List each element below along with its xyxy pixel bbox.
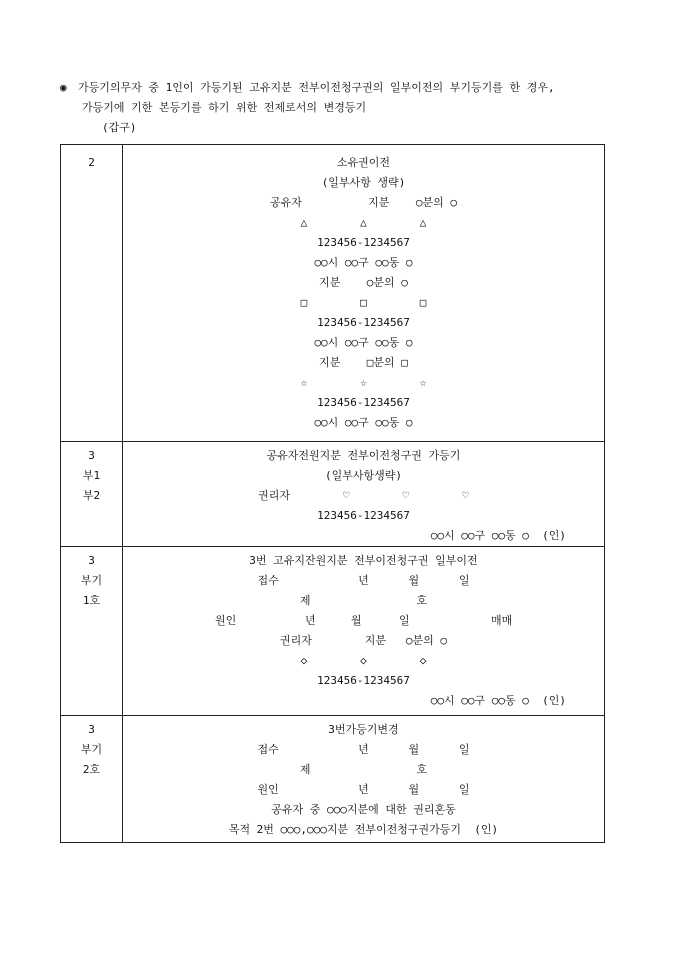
heading-line-2: 가등기에 기한 본등기를 하기 위한 전제로서의 변경등기	[82, 101, 367, 114]
rank-sub: 부1	[82, 469, 101, 482]
entry-line: ○○시 ○○구 ○○동 ○	[314, 256, 413, 269]
entry-line: 123456-1234567	[317, 236, 410, 249]
entry-line: 지분 □분의 □	[319, 356, 408, 369]
entry-cell	[123, 716, 605, 843]
entry-line: 접수 년 월 일	[257, 574, 470, 587]
rank-sub: 1호	[82, 594, 101, 607]
entry-line: △ △ △	[300, 216, 427, 229]
rank-sub: 부기	[80, 743, 103, 756]
entry-cell	[123, 145, 605, 442]
entry-line: 3번 고유지잔원지분 전부이전청구권 일부이전	[249, 554, 478, 567]
register-table	[60, 144, 605, 843]
entry-line: (일부사항 생략)	[321, 176, 406, 189]
entry-line: 권리자 ♡ ♡ ♡	[258, 489, 469, 502]
rank-sub: 2호	[82, 763, 101, 776]
rank-cell	[61, 716, 123, 843]
entry-line: ○○시 ○○구 ○○동 ○	[314, 336, 413, 349]
table-row	[61, 145, 605, 442]
entry-line-address: ○○시 ○○구 ○○동 ○ (인)	[430, 529, 566, 542]
entry-line: 제 호	[299, 594, 428, 607]
entry-line: 소유권이전	[336, 156, 391, 169]
entry-line: 목적 2번 ○○○,○○○지분 전부이전청구권가등기 (인)	[228, 823, 499, 836]
entry-line: 123456-1234567	[317, 674, 410, 687]
entry-line: 123456-1234567	[317, 316, 410, 329]
entry-cell	[123, 442, 605, 547]
rank-cell	[61, 547, 123, 716]
rank-number: 3	[88, 723, 95, 736]
rank-number: 2	[88, 156, 95, 169]
entry-line: ◇ ◇ ◇	[300, 654, 427, 667]
entry-line: 3번가등기변경	[328, 723, 399, 736]
heading-line-1: ◉ 가등기의무자 중 1인이 가등기된 고유지분 전부이전청구권의 일부이전의 부기등기를 한 경우,	[60, 78, 660, 98]
entry-line-wonin: 원인 년 월 일 매매	[215, 614, 513, 627]
rank-cell	[61, 145, 123, 442]
entry-line: 원인 년 월 일	[257, 783, 470, 796]
entry-line: 123456-1234567	[317, 396, 410, 409]
entry-cell	[123, 547, 605, 716]
entry-line: (일부사항생략)	[324, 469, 402, 482]
entry-line: □ □ □	[300, 296, 427, 309]
heading-line-3: (갑구)	[102, 121, 137, 134]
entry-line: 권리자 지분 ○분의 ○	[279, 634, 448, 647]
entry-line: 공유자 지분 ○분의 ○	[270, 196, 457, 209]
entry-line: 123456-1234567	[317, 509, 410, 522]
entry-line: 제 호	[299, 763, 428, 776]
rank-number: 3	[88, 554, 95, 567]
entry-line: 지분 ○분의 ○	[319, 276, 408, 289]
table-row	[61, 716, 605, 843]
entry-line: ○○시 ○○구 ○○동 ○	[314, 416, 413, 429]
entry-line-address: ○○시 ○○구 ○○동 ○ (인)	[430, 694, 566, 707]
entry-line: 공유자전원지분 전부이전청구권 가등기	[266, 449, 461, 462]
rank-sub: 부2	[82, 489, 101, 502]
entry-line: 공유자 중 ○○○지분에 대한 권리혼동	[271, 803, 456, 816]
entry-line: ☆ ☆ ☆	[300, 376, 427, 389]
rank-sub: 부기	[80, 574, 103, 587]
bullet-icon: ◉	[60, 81, 67, 94]
entry-line: 접수 년 월 일	[257, 743, 470, 756]
table-row	[61, 442, 605, 547]
rank-number: 3	[88, 449, 95, 462]
heading	[60, 78, 660, 138]
table-row	[61, 547, 605, 716]
rank-cell	[61, 442, 123, 547]
